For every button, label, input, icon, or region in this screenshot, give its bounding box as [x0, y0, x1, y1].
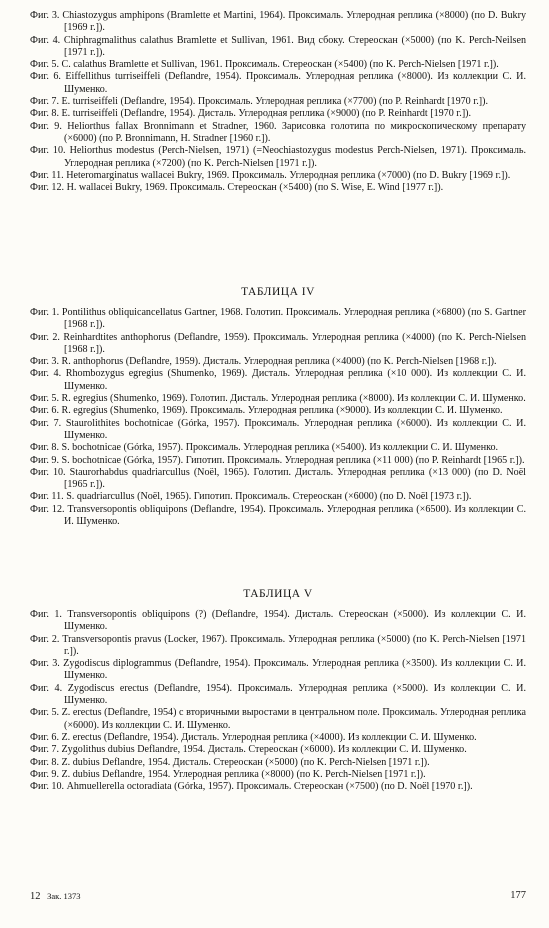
list-item: Фиг. 9. S. bochotnicae (Górka, 1957). Гипотип. Проксималь. Углеродная реплика (×11 000) (по P. Reinhardt [1965 г.]). — [30, 454, 525, 466]
list-item: Фиг. 9. Z. dubius Deflandre, 1954. Углеродная реплика (×8000) (по K. Perch-Nielsen [1971 г.]). — [30, 768, 426, 780]
list-item: Фиг. 3. Chiastozygus amphipons (Bramlette et Martini, 1964). Проксималь. Углеродная реплика (×8000) (по D. Bukry [1969 г.]). — [30, 10, 526, 34]
list-item: Фиг. 9. Heliorthus fallax Bronnimann et Stradner, 1960. Зарисовка голотипа по микроскопическому препарату (×6000) (по P. Bronnimann, H. Stradner [1960 г.]). — [30, 120, 526, 144]
list-item: Фиг. 12. Transversopontis obliquipons (Deflandre, 1954). Проксималь. Углеродная реплика (×6500). Из коллекции С. И. Шуменко. — [30, 503, 526, 528]
order-number: Зак. 1373 — [47, 891, 81, 901]
list-item: Фиг. 5. Z. erectus (Deflandre, 1954) с вторичными выростами в центральном поле. Проксималь. Углеродная реплика (×6000). Из коллекции С. И. Шуменко. — [30, 707, 526, 731]
list-item: Фиг. 7. Staurolithites bochotnicae (Górka, 1957). Проксималь. Углеродная реплика (×6000). Из коллекции С. И. Шуменко. — [30, 417, 526, 441]
section-heading: ТАБЛИЦА V — [243, 588, 313, 600]
list-item: Фиг. 11. S. quadriarcullus (Noël, 1965). Гипотип. Проксималь. Стереоскан (×6000) (по D. Noël [1973 г.]). — [30, 491, 472, 503]
section-heading: ТАБЛИЦА IV — [241, 286, 315, 298]
list-item: Фиг. 10. Heliorthus modestus (Perch-Nielsen, 1971) (=Neochiastozygus modestus Perch-Nielsen, 1971). Проксималь. Углеродная реплика (×7200) (по K. Perch-Nielsen [1971 г.]). — [30, 145, 526, 169]
list-item: Фиг. 3. R. anthophorus (Deflandre, 1959). Дисталь. Углеродная реплика (×4000) (по K. Perch-Nielsen [1968 г.]). — [30, 356, 497, 368]
list-item: Фиг. 1. Transversopontis obliquipons (?) (Deflandre, 1954). Дисталь. Стереоскан (×5000). Из коллекции С. И. Шуменко. — [30, 609, 526, 633]
page-number: 177 — [510, 890, 526, 901]
list-item: Фиг. 6. Eiffellithus turriseiffeli (Deflandre, 1954). Проксималь. Углеродная реплика (×8000). Из коллекции С. И. Шуменко. — [30, 71, 526, 95]
list-item: Фиг. 8. Z. dubius Deflandre, 1954. Дисталь. Стереоскан (×5000) (по K. Perch-Nielsen [1971 г.]). — [30, 756, 430, 768]
list-item: Фиг. 8. E. turriseiffeli (Deflandre, 1954). Дисталь. Углеродная реплика (×9000) (по P. Reinhardt [1970 г.]). — [30, 108, 472, 120]
list-item: Фиг. 10. Staurorhabdus quadriarcullus (Noël, 1965). Голотип. Дисталь. Углеродная реплика (×13 000) (по D. Noël [1965 г.]). — [30, 466, 526, 491]
list-item: Фиг. 12. H. wallacei Bukry, 1969. Проксималь. Стереоскан (×5400) (по S. Wise, E. Wind [1977 г.]). — [30, 182, 444, 194]
table-iv-section — [30, 286, 526, 528]
list-item: Фиг. 3. Zygodiscus diplogrammus (Deflandre, 1954). Проксималь. Углеродная реплика (×3500). Из коллекции С. И. Шуменко. — [30, 658, 526, 682]
list-item: Фиг. 2. Reinhardtites anthophorus (Deflandre, 1959). Проксималь. Углеродная реплика (×4000) (по K. Perch-Nielsen [1968 г.]). — [30, 331, 526, 355]
list-item: Фиг. 2. Transversopontis pravus (Locker, 1967). Проксималь. Углеродная реплика (×5000) (по K. Perch-Nielsen [1971 г.]). — [30, 633, 526, 657]
list-item: Фиг. 8. S. bochotnicae (Górka, 1957). Проксималь. Углеродная реплика (×5400). Из коллекции С. И. Шуменко. — [30, 442, 499, 454]
printer-signature — [30, 890, 81, 903]
list-item: Фиг. 7. E. turriseiffeli (Deflandre, 1954). Проксималь. Углеродная реплика (×7700) (по P. Reinhardt [1970 г.]). — [30, 96, 489, 108]
list-item: Фиг. 1. Pontilithus obliquicancellatus Gartner, 1968. Голотип. Проксималь. Углеродная реплика (×6800) (по S. Gartner [1968 г.]). — [30, 307, 526, 331]
list-item: Фиг. 5. R. egregius (Shumenko, 1969). Голотип. Дисталь. Углеродная реплика (×8000). Из коллекции С. И. Шуменко. — [30, 393, 526, 405]
table-v-section — [30, 588, 526, 793]
list-item: Фиг. 4. Rhombozygus egregius (Shumenko, 1969). Дисталь. Углеродная реплика (×10 000). Из коллекции С. И. Шуменко. — [30, 368, 526, 392]
list-item: Фиг. 6. R. egregius (Shumenko, 1969). Проксималь. Углеродная реплика (×9000). Из коллекции С. И. Шуменко. — [30, 405, 503, 417]
signature-number: 12 — [30, 891, 41, 902]
list-item: Фиг. 6. Z. erectus (Deflandre, 1954). Дисталь. Углеродная реплика (×4000). Из коллекции С. И. Шуменко. — [30, 731, 477, 743]
figure-list-continued — [30, 10, 526, 194]
list-item: Фиг. 4. Zygodiscus erectus (Deflandre, 1954). Проксималь. Углеродная реплика (×5000). Из коллекции С. И. Шуменко. — [30, 682, 526, 707]
list-item: Фиг. 4. Chiphragmalithus calathus Bramlette et Sullivan, 1961. Вид сбоку. Стереоскан (×5000) (по K. Perch-Neilsen [1971 г.]). — [30, 34, 526, 58]
list-item: Фиг. 5. C. calathus Bramlette et Sullivan, 1961. Проксималь. Стереоскан (×5400) (по K. Perch-Nielsen [1971 г.]). — [30, 59, 499, 71]
list-item: Фиг. 11. Heteromarginatus wallacei Bukry, 1969. Проксималь. Углеродная реплика (×7000) (по D. Bukry [1969 г.]). — [30, 169, 511, 181]
list-item: Фиг. 10. Ahmuellerella octoradiata (Górka, 1957). Проксималь. Стереоскан (×7500) (по D. Noël [1970 г.]). — [30, 781, 473, 793]
list-item: Фиг. 7. Zygolithus dubius Deflandre, 1954. Дисталь. Стереоскан (×6000). Из коллекции С. И. Шуменко. — [30, 744, 467, 756]
